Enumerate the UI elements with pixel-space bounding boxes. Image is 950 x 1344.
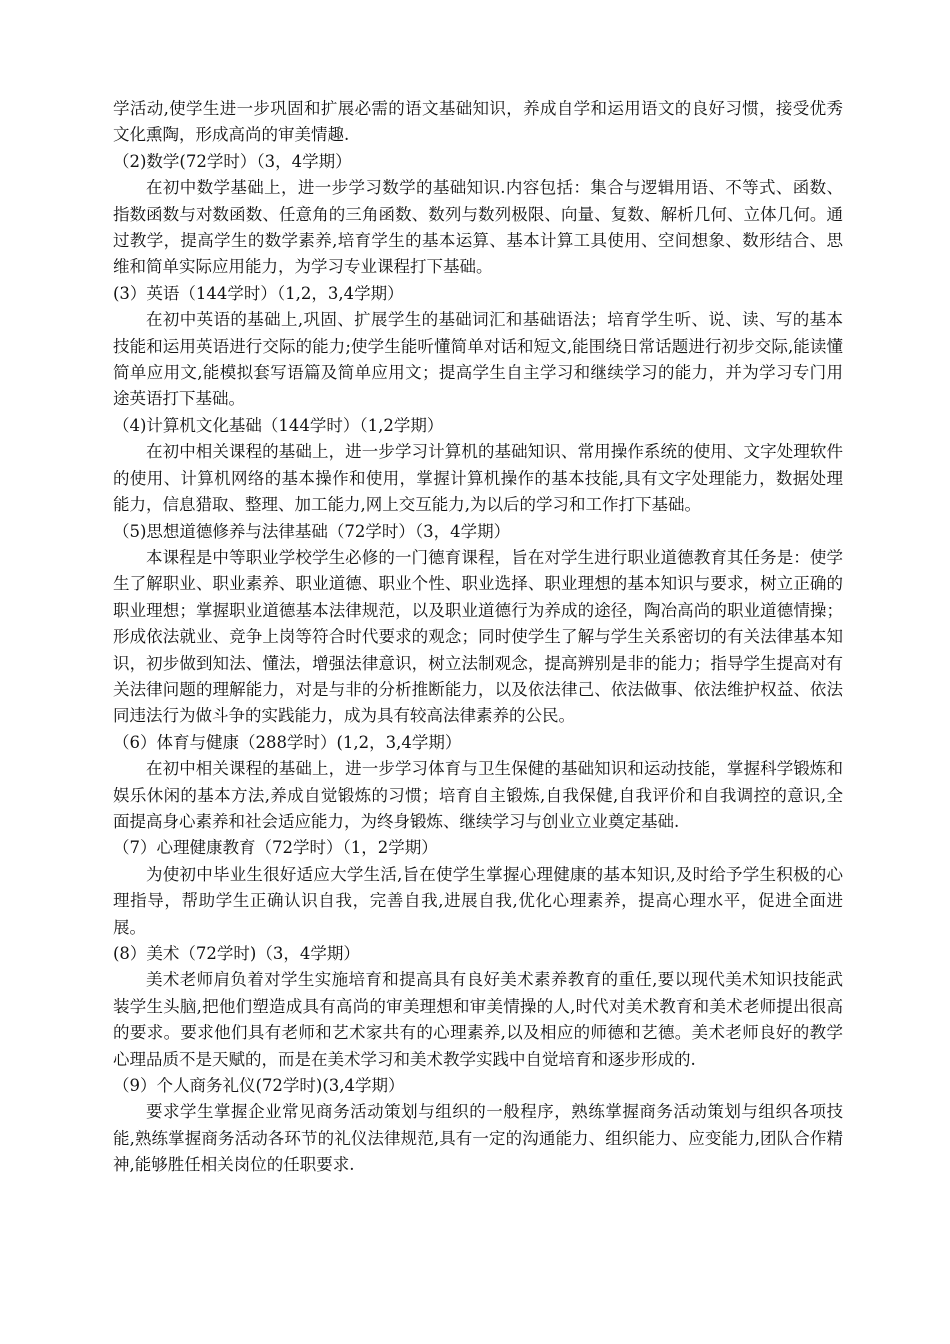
- section-heading: （6）体育与健康（288学时）(1,2，3,4学期）: [113, 732, 462, 752]
- section-computer: [113, 413, 843, 519]
- section-body: 在初中数学基础上，进一步学习数学的基础知识.内容包括：集合与逻辑用语、不等式、函数、指数函数与对数函数、任意角的三角函数、数列与数列极限、向量、复数、解析几何、立体几何。通过教学，提高学生的数学素养,培育学生的基本运算、基本计算工具使用、空间想象、数形结合、思维和简单实际应用能力，为学习专业课程打下基础。: [113, 178, 843, 277]
- section-heading: （9）个人商务礼仪(72学时)(3,4学期）: [113, 1076, 405, 1096]
- section-body: 本课程是中等职业学校学生必修的一门德育课程，旨在对学生进行职业道德教育其任务是：使学生了解职业、职业素养、职业道德、职业个性、职业选择、职业理想的基本知识与要求，树立正确的职业理想；掌握职业道德基本法律规范，以及职业道德行为养成的途径，陶冶高尚的职业道德情操；形成依法就业、竞争上岗等符合时代要求的观念；同时使学生了解与学生关系密切的有关法律基本知识，初步做到知法、懂法，增强法律意识，树立法制观念，提高辨别是非的能力；指导学生提高对有关法律问题的理解能力，对是与非的分析推断能力，以及依法律己、依法做事、依法维护权益、依法同违法行为做斗争的实践能力，成为具有较高法律素养的公民。: [113, 547, 843, 726]
- section-heading: (3）英语（144学时）（1,2，3,4学期）: [113, 283, 404, 303]
- section-body: 要求学生掌握企业常见商务活动策划与组织的一般程序，熟练掌握商务活动策划与组织各项技能,熟练掌握商务活动各环节的礼仪法律规范,具有一定的沟通能力、组织能力、应变能力,团队合作精神,能够胜任相关岗位的任职要求.: [113, 1102, 843, 1175]
- section-body: 美术老师肩负着对学生实施培育和提高具有良好美术素养教育的重任,要以现代美术知识技能武装学生头脑,把他们塑造成具有高尚的审美理想和审美情操的人,时代对美术教育和美术老师提出很高的要求。要求他们具有老师和艺术家共有的心理素养,以及相应的师德和艺德。美术老师良好的教学心理品质不是天赋的，而是在美术学习和美术教学实践中自觉培育和逐步形成的.: [113, 970, 843, 1069]
- section-ethics-law: [113, 519, 843, 730]
- section-body: 在初中英语的基础上,巩固、扩展学生的基础词汇和基础语法；培育学生听、说、读、写的基本技能和运用英语进行交际的能力;使学生能听懂简单对话和短文,能围绕日常话题进行初步交际,能读懂简单应用文,能模拟套写语篇及简单应用文；提高学生自主学习和继续学习的能力，并为学习专门用途英语打下基础。: [113, 310, 843, 409]
- section-art: [113, 941, 843, 1073]
- section-mental-health: [113, 835, 843, 941]
- section-pe-health: [113, 730, 843, 836]
- section-english: [113, 281, 843, 413]
- section-heading: (8）美术（72学时)（3，4学期）: [113, 944, 360, 963]
- section-heading: （2)数学(72学时）（3，4学期）: [113, 151, 352, 171]
- document-page: [113, 96, 843, 1179]
- section-heading: （5)思想道德修养与法律基础（72学时）（3，4学期）: [113, 521, 511, 541]
- intro-continuation: 学活动,使学生进一步巩固和扩展必需的语文基础知识，养成自学和运用语文的良好习惯，接受优秀文化熏陶，形成高尚的审美情趣.: [113, 99, 843, 145]
- section-body: 在初中相关课程的基础上，进一步学习体育与卫生保健的基础知识和运动技能，掌握科学锻炼和娱乐休闲的基本方法,养成自觉锻炼的习惯；培育自主锻炼,自我保健,自我评价和自我调控的意识,全面提高身心素养和社会适应能力，为终身锻炼、继续学习与创业立业奠定基础.: [113, 759, 843, 831]
- section-business-etiquette: [113, 1073, 843, 1179]
- section-math: [113, 149, 843, 281]
- section-heading: （7）心理健康教育（72学时）（1，2学期）: [113, 838, 438, 858]
- section-heading: （4)计算机文化基础（144学时）（1,2学期）: [113, 415, 444, 435]
- section-body: 为使初中毕业生很好适应大学生活,旨在使学生掌握心理健康的基本知识,及时给予学生积极的心理指导，帮助学生正确认识自我，完善自我,进展自我,优化心理素养，提高心理水平，促进全面进展。: [113, 864, 843, 937]
- section-body: 在初中相关课程的基础上，进一步学习计算机的基础知识、常用操作系统的使用、文字处理软件的使用、计算机网络的基本操作和使用，掌握计算机操作的基本技能,具有文字处理能力，数据处理能力，信息猎取、整理、加工能力,网上交互能力,为以后的学习和工作打下基础。: [113, 442, 843, 515]
